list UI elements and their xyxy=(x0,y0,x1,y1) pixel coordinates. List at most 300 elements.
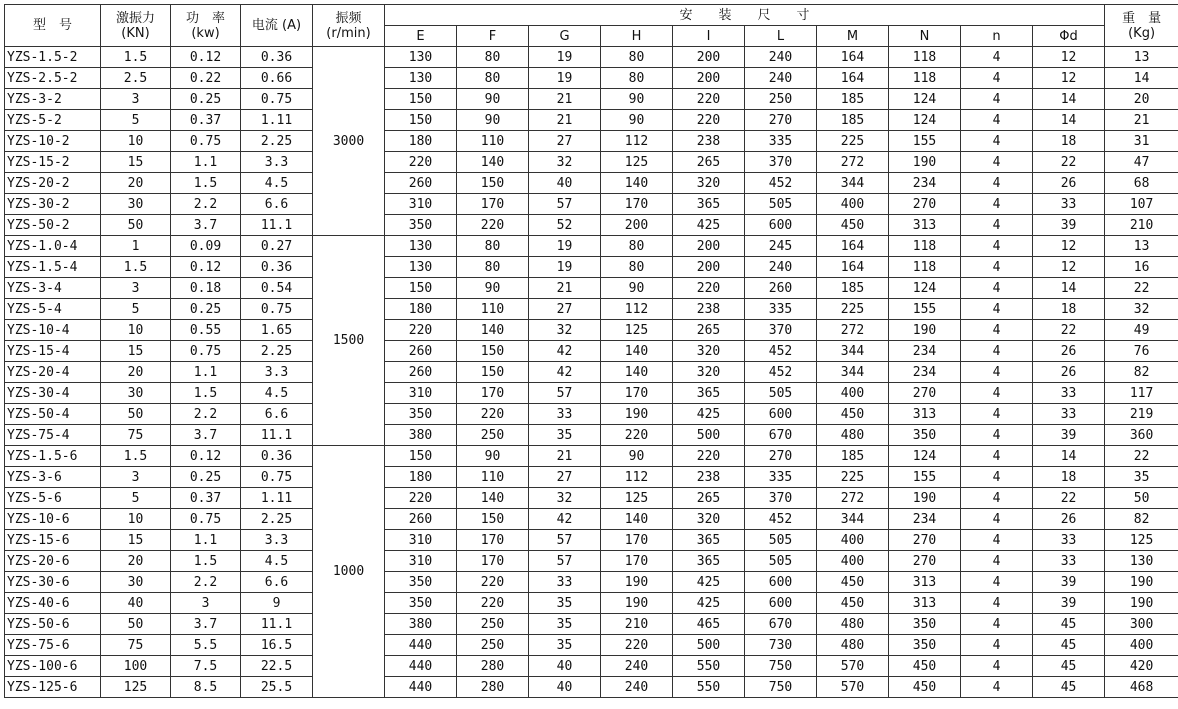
table-cell: 465 xyxy=(673,614,745,635)
table-cell: 170 xyxy=(601,530,673,551)
table-cell: 4 xyxy=(961,614,1033,635)
table-cell: 335 xyxy=(745,467,817,488)
table-cell: 280 xyxy=(457,656,529,677)
table-cell: 200 xyxy=(673,47,745,68)
table-cell: 125 xyxy=(1105,530,1178,551)
table-cell: 240 xyxy=(601,677,673,698)
table-cell: 320 xyxy=(673,509,745,530)
table-cell: 320 xyxy=(673,173,745,194)
table-cell: 21 xyxy=(529,278,601,299)
install-dimensions-label: 安 装 尺 寸 xyxy=(680,8,810,23)
table-cell: 18 xyxy=(1033,467,1105,488)
table-cell: 40 xyxy=(529,656,601,677)
table-cell: 22 xyxy=(1033,488,1105,509)
table-cell: 750 xyxy=(745,656,817,677)
table-cell: 180 xyxy=(385,299,457,320)
table-row xyxy=(5,509,1178,530)
table-cell: 26 xyxy=(1033,509,1105,530)
model-cell: YZS-10-6 xyxy=(5,509,101,530)
table-row xyxy=(5,614,1178,635)
table-cell: 4 xyxy=(961,656,1033,677)
table-cell: 15 xyxy=(101,152,171,173)
table-cell: 225 xyxy=(817,299,889,320)
table-cell: 270 xyxy=(745,446,817,467)
table-cell: 210 xyxy=(1105,215,1178,236)
table-cell: 425 xyxy=(673,572,745,593)
table-cell: 185 xyxy=(817,446,889,467)
table-cell: 33 xyxy=(1033,530,1105,551)
table-cell: 480 xyxy=(817,425,889,446)
table-cell: 440 xyxy=(385,656,457,677)
freq-cell: 3000 xyxy=(313,47,385,236)
table-cell: 450 xyxy=(889,656,961,677)
table-cell: 80 xyxy=(601,47,673,68)
table-cell: 200 xyxy=(673,236,745,257)
table-row xyxy=(5,656,1178,677)
table-cell: 124 xyxy=(889,278,961,299)
table-cell: 170 xyxy=(601,551,673,572)
table-cell: 190 xyxy=(889,152,961,173)
table-cell: 500 xyxy=(673,425,745,446)
table-cell: 505 xyxy=(745,194,817,215)
table-cell: 32 xyxy=(529,152,601,173)
table-cell: 365 xyxy=(673,383,745,404)
table-cell: 42 xyxy=(529,362,601,383)
table-cell: 0.66 xyxy=(241,68,313,89)
table-cell: 140 xyxy=(601,173,673,194)
table-cell: 220 xyxy=(385,320,457,341)
table-cell: 140 xyxy=(457,152,529,173)
table-cell: 140 xyxy=(601,362,673,383)
table-cell: 1.65 xyxy=(241,320,313,341)
table-cell: 125 xyxy=(101,677,171,698)
table-cell: 35 xyxy=(529,593,601,614)
table-cell: 4 xyxy=(961,488,1033,509)
table-cell: 344 xyxy=(817,362,889,383)
table-cell: 4 xyxy=(961,509,1033,530)
table-cell: 344 xyxy=(817,509,889,530)
table-cell: 4.5 xyxy=(241,551,313,572)
table-cell: 4 xyxy=(961,383,1033,404)
table-cell: 1.5 xyxy=(101,47,171,68)
table-cell: 112 xyxy=(601,299,673,320)
table-cell: 313 xyxy=(889,215,961,236)
table-cell: 225 xyxy=(817,467,889,488)
table-cell: 0.75 xyxy=(171,341,241,362)
table-cell: 220 xyxy=(457,572,529,593)
table-cell: 170 xyxy=(457,194,529,215)
table-cell: 9 xyxy=(241,593,313,614)
table-cell: 350 xyxy=(385,593,457,614)
table-cell: 90 xyxy=(457,110,529,131)
table-cell: 0.75 xyxy=(171,131,241,152)
table-cell: 49 xyxy=(1105,320,1178,341)
table-cell: 190 xyxy=(601,572,673,593)
table-cell: 234 xyxy=(889,509,961,530)
table-cell: 27 xyxy=(529,131,601,152)
table-cell: 4 xyxy=(961,278,1033,299)
table-cell: 452 xyxy=(745,362,817,383)
table-cell: 39 xyxy=(1033,215,1105,236)
table-cell: 425 xyxy=(673,404,745,425)
table-cell: 12 xyxy=(1033,68,1105,89)
table-cell: 3 xyxy=(101,89,171,110)
freq-unit-label: (r/min) xyxy=(326,26,370,41)
table-cell: 1.5 xyxy=(171,173,241,194)
table-cell: 30 xyxy=(101,194,171,215)
table-cell: 365 xyxy=(673,194,745,215)
table-cell: 33 xyxy=(1033,383,1105,404)
table-cell: 11.1 xyxy=(241,425,313,446)
table-cell: 16.5 xyxy=(241,635,313,656)
table-cell: 14 xyxy=(1033,110,1105,131)
table-cell: 180 xyxy=(385,131,457,152)
table-cell: 118 xyxy=(889,68,961,89)
table-cell: 180 xyxy=(385,467,457,488)
table-cell: 4 xyxy=(961,677,1033,698)
table-cell: 1.1 xyxy=(171,530,241,551)
table-cell: 45 xyxy=(1033,614,1105,635)
force-unit-label: (KN) xyxy=(121,26,149,41)
table-cell: 150 xyxy=(457,509,529,530)
model-cell: YZS-15-2 xyxy=(5,152,101,173)
model-cell: YZS-3-2 xyxy=(5,89,101,110)
table-cell: 27 xyxy=(529,299,601,320)
table-cell: 140 xyxy=(457,320,529,341)
table-cell: 50 xyxy=(101,404,171,425)
model-cell: YZS-5-6 xyxy=(5,488,101,509)
table-cell: 90 xyxy=(457,446,529,467)
table-cell: 4 xyxy=(961,236,1033,257)
table-cell: 112 xyxy=(601,467,673,488)
table-cell: 3.7 xyxy=(171,614,241,635)
table-cell: 80 xyxy=(601,68,673,89)
table-cell: 240 xyxy=(745,257,817,278)
table-cell: 370 xyxy=(745,152,817,173)
model-cell: YZS-1.0-4 xyxy=(5,236,101,257)
table-cell: 30 xyxy=(101,572,171,593)
table-cell: 3 xyxy=(171,593,241,614)
table-cell: 219 xyxy=(1105,404,1178,425)
table-cell: 30 xyxy=(101,383,171,404)
table-cell: 164 xyxy=(817,47,889,68)
table-cell: 220 xyxy=(673,110,745,131)
table-cell: 4 xyxy=(961,194,1033,215)
table-cell: 124 xyxy=(889,446,961,467)
table-cell: 0.18 xyxy=(171,278,241,299)
model-cell: YZS-10-2 xyxy=(5,131,101,152)
table-cell: 750 xyxy=(745,677,817,698)
table-cell: 33 xyxy=(1033,194,1105,215)
table-row xyxy=(5,299,1178,320)
table-cell: 190 xyxy=(1105,572,1178,593)
table-cell: 39 xyxy=(1033,572,1105,593)
table-cell: 265 xyxy=(673,320,745,341)
table-cell: 260 xyxy=(385,173,457,194)
table-cell: 220 xyxy=(673,446,745,467)
table-row xyxy=(5,131,1178,152)
table-cell: 32 xyxy=(529,320,601,341)
table-row xyxy=(5,320,1178,341)
table-cell: 220 xyxy=(385,488,457,509)
table-cell: 4 xyxy=(961,173,1033,194)
table-cell: 220 xyxy=(673,278,745,299)
table-header xyxy=(5,5,1178,47)
table-cell: 350 xyxy=(385,404,457,425)
table-cell: 112 xyxy=(601,131,673,152)
table-cell: 3 xyxy=(101,467,171,488)
table-cell: 140 xyxy=(457,488,529,509)
table-cell: 234 xyxy=(889,341,961,362)
table-cell: 0.25 xyxy=(171,299,241,320)
freq-cell: 1500 xyxy=(313,236,385,446)
table-cell: 185 xyxy=(817,110,889,131)
table-cell: 33 xyxy=(529,572,601,593)
table-cell: 250 xyxy=(457,425,529,446)
table-cell: 365 xyxy=(673,551,745,572)
table-cell: 4 xyxy=(961,635,1033,656)
table-cell: 140 xyxy=(601,341,673,362)
model-cell: YZS-1.5-4 xyxy=(5,257,101,278)
table-cell: 220 xyxy=(601,425,673,446)
table-cell: 35 xyxy=(529,614,601,635)
table-cell: 265 xyxy=(673,488,745,509)
table-cell: 26 xyxy=(1033,173,1105,194)
table-row xyxy=(5,341,1178,362)
table-cell: 124 xyxy=(889,89,961,110)
model-cell: YZS-30-6 xyxy=(5,572,101,593)
table-cell: 310 xyxy=(385,383,457,404)
table-cell: 4.5 xyxy=(241,383,313,404)
table-cell: 270 xyxy=(889,194,961,215)
table-cell: 1.5 xyxy=(101,257,171,278)
table-cell: 260 xyxy=(745,278,817,299)
freq-header xyxy=(313,5,385,47)
table-cell: 2.25 xyxy=(241,131,313,152)
table-cell: 400 xyxy=(817,194,889,215)
table-cell: 240 xyxy=(601,656,673,677)
table-cell: 245 xyxy=(745,236,817,257)
table-cell: 35 xyxy=(529,425,601,446)
table-body xyxy=(5,47,1178,698)
table-cell: 425 xyxy=(673,215,745,236)
table-cell: 25.5 xyxy=(241,677,313,698)
table-cell: 130 xyxy=(385,68,457,89)
table-cell: 14 xyxy=(1033,446,1105,467)
model-cell: YZS-5-2 xyxy=(5,110,101,131)
model-cell: YZS-50-2 xyxy=(5,215,101,236)
table-cell: 18 xyxy=(1033,131,1105,152)
table-cell: 45 xyxy=(1033,677,1105,698)
table-row xyxy=(5,425,1178,446)
table-cell: 130 xyxy=(1105,551,1178,572)
table-cell: 45 xyxy=(1033,635,1105,656)
table-cell: 90 xyxy=(457,89,529,110)
table-cell: 335 xyxy=(745,131,817,152)
table-cell: 14 xyxy=(1033,89,1105,110)
table-cell: 4 xyxy=(961,530,1033,551)
table-cell: 0.55 xyxy=(171,320,241,341)
table-cell: 33 xyxy=(1033,404,1105,425)
power-header xyxy=(171,5,241,47)
table-cell: 670 xyxy=(745,614,817,635)
table-cell: 0.36 xyxy=(241,446,313,467)
table-cell: 2.2 xyxy=(171,404,241,425)
table-cell: 0.22 xyxy=(171,68,241,89)
power-header-label: 功 率 xyxy=(186,11,225,26)
table-cell: 452 xyxy=(745,509,817,530)
table-cell: 57 xyxy=(529,530,601,551)
table-cell: 400 xyxy=(817,383,889,404)
table-cell: 50 xyxy=(101,614,171,635)
table-cell: 155 xyxy=(889,131,961,152)
table-cell: 2.25 xyxy=(241,341,313,362)
table-cell: 76 xyxy=(1105,341,1178,362)
table-cell: 12 xyxy=(1033,236,1105,257)
table-cell: 0.12 xyxy=(171,446,241,467)
dim-header-cell: E xyxy=(385,26,457,47)
table-cell: 57 xyxy=(529,383,601,404)
table-cell: 190 xyxy=(889,488,961,509)
table-cell: 310 xyxy=(385,194,457,215)
table-cell: 125 xyxy=(601,320,673,341)
table-cell: 505 xyxy=(745,530,817,551)
model-cell: YZS-75-6 xyxy=(5,635,101,656)
table-cell: 140 xyxy=(601,509,673,530)
table-cell: 52 xyxy=(529,215,601,236)
table-cell: 0.12 xyxy=(171,47,241,68)
table-cell: 400 xyxy=(817,530,889,551)
dim-header-cell: H xyxy=(601,26,673,47)
table-cell: 10 xyxy=(101,131,171,152)
table-cell: 164 xyxy=(817,68,889,89)
table-cell: 240 xyxy=(745,47,817,68)
table-cell: 13 xyxy=(1105,47,1178,68)
table-cell: 164 xyxy=(817,257,889,278)
vibration-motor-spec-table xyxy=(4,4,1178,698)
table-cell: 0.75 xyxy=(241,89,313,110)
table-cell: 80 xyxy=(601,257,673,278)
table-cell: 155 xyxy=(889,299,961,320)
table-cell: 110 xyxy=(457,131,529,152)
table-cell: 164 xyxy=(817,236,889,257)
table-cell: 2.5 xyxy=(101,68,171,89)
table-cell: 4 xyxy=(961,68,1033,89)
weight-unit-label: (Kg) xyxy=(1128,26,1155,41)
table-cell: 150 xyxy=(457,173,529,194)
table-cell: 0.25 xyxy=(171,89,241,110)
table-cell: 452 xyxy=(745,341,817,362)
table-row xyxy=(5,404,1178,425)
table-cell: 4 xyxy=(961,341,1033,362)
table-cell: 110 xyxy=(457,467,529,488)
model-cell: YZS-30-2 xyxy=(5,194,101,215)
table-cell: 450 xyxy=(817,572,889,593)
table-cell: 350 xyxy=(385,215,457,236)
table-cell: 68 xyxy=(1105,173,1178,194)
table-cell: 313 xyxy=(889,404,961,425)
table-cell: 2.2 xyxy=(171,194,241,215)
table-cell: 117 xyxy=(1105,383,1178,404)
table-cell: 500 xyxy=(673,635,745,656)
table-cell: 400 xyxy=(817,551,889,572)
table-cell: 80 xyxy=(457,257,529,278)
table-cell: 0.75 xyxy=(171,509,241,530)
table-cell: 15 xyxy=(101,530,171,551)
dim-header-cell: n xyxy=(961,26,1033,47)
table-cell: 238 xyxy=(673,131,745,152)
table-cell: 452 xyxy=(745,173,817,194)
table-row xyxy=(5,593,1178,614)
table-cell: 80 xyxy=(457,68,529,89)
table-cell: 238 xyxy=(673,299,745,320)
table-cell: 3 xyxy=(101,278,171,299)
table-cell: 440 xyxy=(385,677,457,698)
table-cell: 26 xyxy=(1033,362,1105,383)
table-cell: 15 xyxy=(101,341,171,362)
table-cell: 20 xyxy=(1105,89,1178,110)
table-cell: 0.54 xyxy=(241,278,313,299)
table-row xyxy=(5,152,1178,173)
table-row xyxy=(5,383,1178,404)
model-cell: YZS-2.5-2 xyxy=(5,68,101,89)
table-cell: 260 xyxy=(385,341,457,362)
table-cell: 440 xyxy=(385,635,457,656)
table-cell: 130 xyxy=(385,236,457,257)
table-cell: 272 xyxy=(817,320,889,341)
table-cell: 4 xyxy=(961,572,1033,593)
table-cell: 344 xyxy=(817,341,889,362)
model-cell: YZS-50-6 xyxy=(5,614,101,635)
table-cell: 350 xyxy=(385,572,457,593)
table-cell: 5.5 xyxy=(171,635,241,656)
table-cell: 27 xyxy=(529,467,601,488)
table-cell: 350 xyxy=(889,614,961,635)
table-cell: 4 xyxy=(961,110,1033,131)
table-cell: 11.1 xyxy=(241,215,313,236)
table-cell: 505 xyxy=(745,383,817,404)
weight-header xyxy=(1105,5,1178,47)
table-cell: 80 xyxy=(457,47,529,68)
table-cell: 234 xyxy=(889,173,961,194)
table-cell: 270 xyxy=(889,383,961,404)
table-cell: 155 xyxy=(889,467,961,488)
table-cell: 8.5 xyxy=(171,677,241,698)
model-cell: YZS-20-6 xyxy=(5,551,101,572)
table-cell: 360 xyxy=(1105,425,1178,446)
table-cell: 234 xyxy=(889,362,961,383)
table-cell: 0.36 xyxy=(241,257,313,278)
table-cell: 19 xyxy=(529,257,601,278)
table-cell: 425 xyxy=(673,593,745,614)
table-cell: 450 xyxy=(889,677,961,698)
table-cell: 22 xyxy=(1105,446,1178,467)
table-cell: 380 xyxy=(385,425,457,446)
table-cell: 90 xyxy=(601,89,673,110)
table-cell: 13 xyxy=(1105,236,1178,257)
table-cell: 200 xyxy=(601,215,673,236)
table-cell: 250 xyxy=(745,89,817,110)
table-cell: 11.1 xyxy=(241,614,313,635)
table-cell: 4 xyxy=(961,299,1033,320)
table-cell: 90 xyxy=(601,278,673,299)
table-cell: 220 xyxy=(673,89,745,110)
table-cell: 45 xyxy=(1033,656,1105,677)
table-cell: 4 xyxy=(961,320,1033,341)
table-row xyxy=(5,215,1178,236)
table-cell: 6.6 xyxy=(241,572,313,593)
table-cell: 125 xyxy=(601,152,673,173)
